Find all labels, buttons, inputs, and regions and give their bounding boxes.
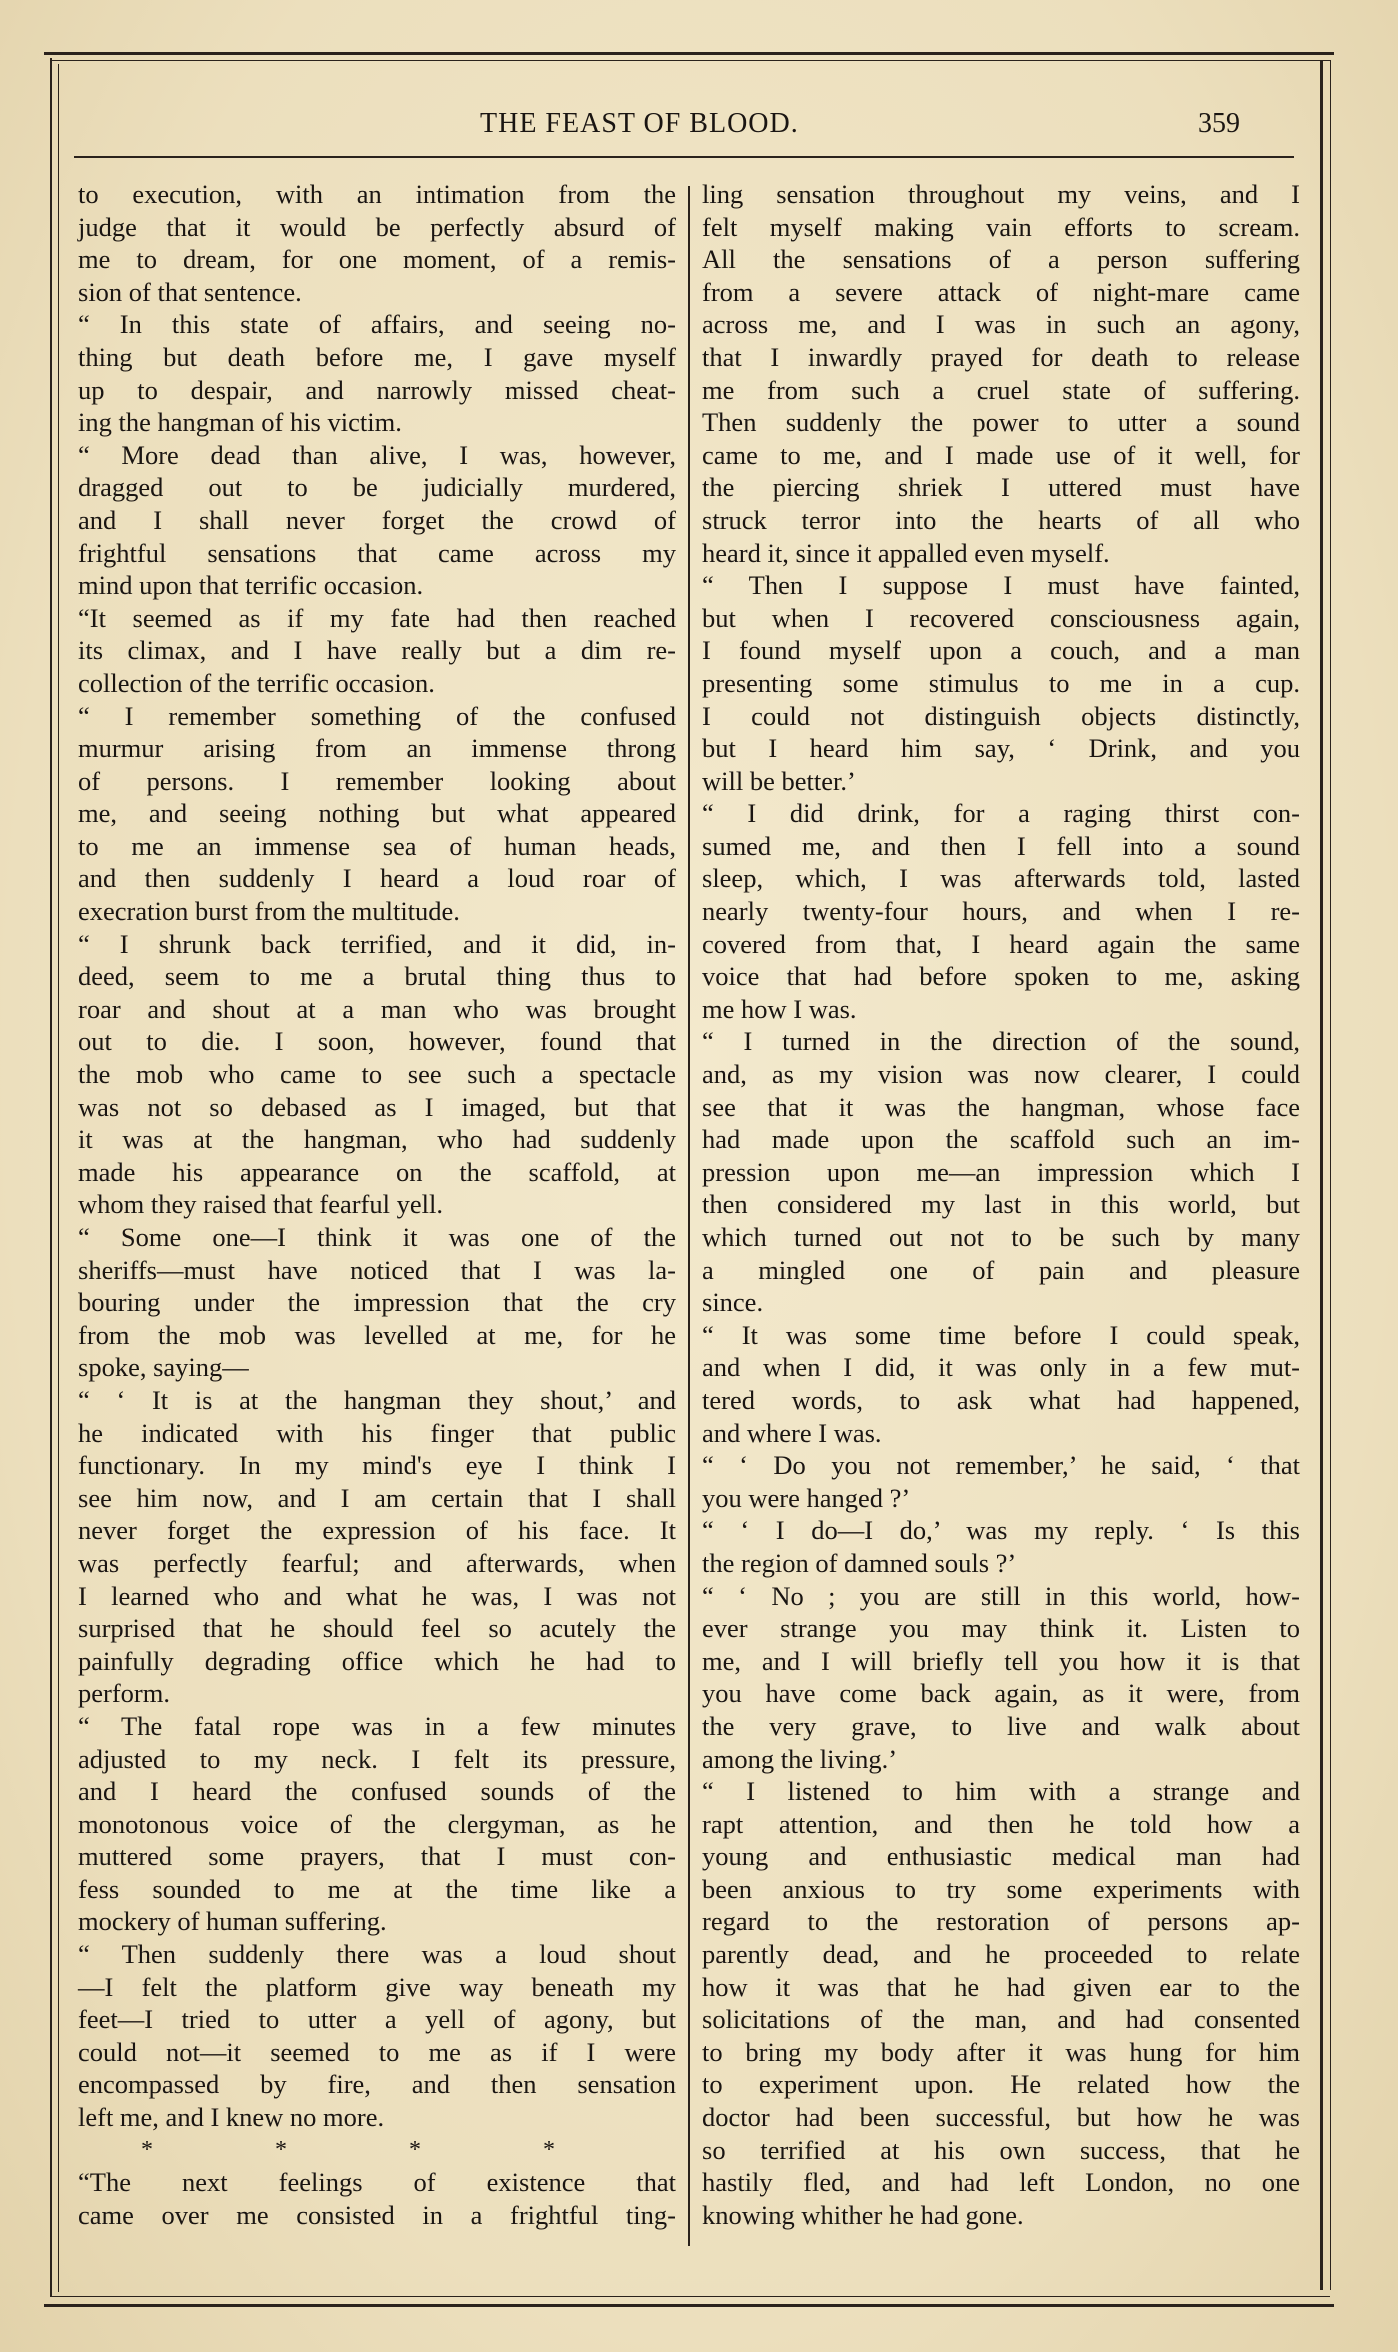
text-line: will be better.’ bbox=[702, 765, 856, 796]
text-line: had made upon the scaffold such an im- bbox=[702, 1124, 1300, 1155]
text-line: voice that had before spoken to me, asking bbox=[702, 961, 1300, 992]
text-line: thing but death before me, I gave myself bbox=[78, 341, 676, 372]
text-line: deed, seem to me a brutal thing thus to bbox=[78, 961, 676, 992]
text-line: encompassed by fire, and then sensation bbox=[78, 2069, 676, 2100]
text-line: “ ‘ Do you not remember,’ he said, ‘ that bbox=[702, 1450, 1300, 1481]
text-line: of persons. I remember looking about bbox=[78, 765, 676, 796]
text-line: covered from that, I heard again the same bbox=[702, 928, 1300, 959]
text-line: and where I was. bbox=[702, 1417, 882, 1448]
text-line: how it was that he had given ear to the bbox=[702, 1971, 1300, 2002]
text-line: and then suddenly I heard a loud roar of bbox=[78, 863, 676, 894]
text-line: which turned out not to be such by many bbox=[702, 1222, 1300, 1252]
text-line: but I heard him say, ‘ Drink, and you bbox=[702, 733, 1300, 764]
text-line: to bring my body after it was hung for him bbox=[702, 2036, 1300, 2067]
left-border-rule bbox=[50, 58, 52, 2296]
text-line: me how I was. bbox=[702, 993, 857, 1024]
text-line: “The next feelings of existence that bbox=[78, 2167, 676, 2198]
text-line: “ I did drink, for a raging thirst con- bbox=[702, 798, 1300, 829]
text-line: you have come back again, as it were, from bbox=[702, 1678, 1300, 1709]
right-border-inner-rule bbox=[1330, 60, 1331, 2290]
text-line: doctor had been successful, but how he was bbox=[702, 2102, 1300, 2133]
text-line: judge that it would be perfectly absurd of bbox=[78, 211, 676, 242]
text-line: execration burst from the multitude. bbox=[78, 896, 460, 927]
top-border-rule bbox=[44, 52, 1334, 55]
text-line: since. bbox=[702, 1287, 764, 1318]
text-line: presenting some stimulus to me in a cup. bbox=[702, 667, 1300, 698]
text-line: then considered my last in this world, but bbox=[702, 1189, 1300, 1220]
text-line: a mingled one of pain and pleasure bbox=[702, 1254, 1300, 1285]
text-line: “It seemed as if my fate had then reached bbox=[78, 602, 676, 633]
text-line: ling sensation throughout my veins, and I bbox=[702, 179, 1300, 209]
section-break-asterisks: * * * * bbox=[141, 2136, 613, 2163]
text-line: dragged out to be judicially murdered, bbox=[78, 472, 676, 503]
text-line: “ I turned in the direction of the sound, bbox=[702, 1026, 1300, 1057]
text-line: mockery of human suffering. bbox=[78, 1906, 387, 1937]
text-line: never forget the expression of his face. It bbox=[78, 1515, 676, 1546]
text-line: came to me, and I made use of it well, for bbox=[702, 439, 1300, 470]
text-line: fess sounded to me at the time like a bbox=[78, 1873, 676, 1904]
text-line: “ It was some time before I could speak, bbox=[702, 1319, 1300, 1350]
right-border-rule bbox=[1320, 60, 1323, 2290]
text-line: nearly twenty-four hours, and when I re- bbox=[702, 896, 1300, 927]
text-line: to me an immense sea of human heads, bbox=[78, 830, 676, 861]
text-line: “ Then suddenly there was a loud shout bbox=[78, 1939, 676, 1970]
text-line: rapt attention, and then he told how a bbox=[702, 1808, 1300, 1839]
text-line: so terrified at his own success, that he bbox=[702, 2134, 1300, 2165]
text-line: “ In this state of affairs, and seeing no- bbox=[78, 309, 676, 340]
text-line: sumed me, and then I fell into a sound bbox=[702, 830, 1300, 861]
text-line: knowing whither he had gone. bbox=[702, 2199, 1024, 2230]
text-line: me to dream, for one moment, of a remis- bbox=[78, 244, 676, 275]
text-line: from a severe attack of night-mare came bbox=[702, 276, 1300, 307]
text-line: came over me consisted in a frightful ting- bbox=[78, 2199, 676, 2230]
text-line: its climax, and I have really but a dim re- bbox=[78, 635, 676, 666]
text-line: see that it was the hangman, whose face bbox=[702, 1091, 1300, 1122]
text-line: me, and seeing nothing but what appeared bbox=[78, 798, 676, 829]
text-line: —I felt the platform give way beneath my bbox=[78, 1971, 676, 2002]
left-border-inner-rule bbox=[58, 64, 59, 2292]
bottom-border-inner-rule bbox=[50, 2296, 1330, 2297]
text-line: he indicated with his finger that public bbox=[78, 1417, 676, 1448]
header-rule bbox=[74, 156, 1294, 158]
text-line: All the sensations of a person suffering bbox=[702, 244, 1300, 275]
text-line: among the living.’ bbox=[702, 1743, 898, 1774]
text-line: see him now, and I am certain that I shall bbox=[78, 1482, 676, 1513]
text-line: bouring under the impression that the cry bbox=[78, 1287, 676, 1318]
text-line: whom they raised that fearful yell. bbox=[78, 1189, 443, 1220]
text-line: I learned who and what he was, I was not bbox=[78, 1580, 676, 1611]
column-divider-rule bbox=[688, 186, 690, 2246]
bottom-border-rule bbox=[44, 2304, 1334, 2307]
text-line: but when I recovered consciousness again, bbox=[702, 602, 1300, 633]
text-line: functionary. In my mind's eye I think I bbox=[78, 1450, 676, 1481]
text-line: murmur arising from an immense throng bbox=[78, 733, 676, 764]
text-line: ever strange you may think it. Listen to bbox=[702, 1613, 1300, 1644]
text-line: heard it, since it appalled even myself. bbox=[702, 537, 1110, 568]
text-line: and, as my vision was now clearer, I could bbox=[702, 1059, 1300, 1090]
text-line: ing the hangman of his victim. bbox=[78, 407, 402, 438]
text-line: “ The fatal rope was in a few minutes bbox=[78, 1710, 676, 1741]
text-line: sheriffs—must have noticed that I was la- bbox=[78, 1254, 676, 1285]
text-line: and I heard the confused sounds of the bbox=[78, 1776, 676, 1807]
text-column-left bbox=[78, 178, 676, 2231]
text-line: the region of damned souls ?’ bbox=[702, 1547, 1017, 1578]
text-line: adjusted to my neck. I felt its pressure, bbox=[78, 1743, 676, 1774]
text-line: “ Then I suppose I must have fainted, bbox=[702, 570, 1300, 601]
text-line: “ I shrunk back terrified, and it did, in- bbox=[78, 928, 676, 959]
text-line: sleep, which, I was afterwards told, lasted bbox=[702, 863, 1300, 894]
text-line: frightful sensations that came across my bbox=[78, 537, 676, 568]
text-line: parently dead, and he proceeded to relate bbox=[702, 1939, 1300, 1970]
text-line: and I shall never forget the crowd of bbox=[78, 504, 676, 535]
text-line: pression upon me—an impression which I bbox=[702, 1156, 1300, 1187]
text-line: hastily fled, and had left London, no one bbox=[702, 2167, 1300, 2198]
text-line: was not so debased as I imaged, but that bbox=[78, 1091, 676, 1122]
text-line: to experiment upon. He related how the bbox=[702, 2069, 1300, 2100]
text-line: the very grave, to live and walk about bbox=[702, 1710, 1300, 1741]
text-line: “ I remember something of the confused bbox=[78, 700, 676, 731]
text-line: it was at the hangman, who had suddenly bbox=[78, 1124, 676, 1155]
text-line: out to die. I soon, however, found that bbox=[78, 1026, 676, 1057]
text-line: sion of that sentence. bbox=[78, 276, 302, 307]
text-line: perform. bbox=[78, 1678, 170, 1709]
text-line: “ ‘ It is at the hangman they shout,’ and bbox=[78, 1384, 676, 1415]
text-line: regard to the restoration of persons ap- bbox=[702, 1906, 1300, 1937]
text-line: up to despair, and narrowly missed cheat- bbox=[78, 374, 676, 405]
text-line: across me, and I was in such an agony, bbox=[702, 309, 1300, 340]
text-line: and when I did, it was only in a few mut- bbox=[702, 1352, 1300, 1383]
text-line: Then suddenly the power to utter a sound bbox=[702, 407, 1300, 438]
text-line: muttered some prayers, that I must con- bbox=[78, 1841, 676, 1872]
text-line: collection of the terrific occasion. bbox=[78, 667, 435, 698]
text-line: painfully degrading office which he had to bbox=[78, 1645, 676, 1676]
text-line: “ More dead than alive, I was, however, bbox=[78, 439, 676, 470]
text-line: the piercing shriek I uttered must have bbox=[702, 472, 1300, 503]
text-line: I could not distinguish objects distinctly, bbox=[702, 700, 1300, 731]
text-line: tered words, to ask what had happened, bbox=[702, 1384, 1300, 1415]
text-line: made his appearance on the scaffold, at bbox=[78, 1156, 676, 1187]
text-line: solicitations of the man, and had consented bbox=[702, 2004, 1300, 2035]
text-line: you were hanged ?’ bbox=[702, 1482, 911, 1513]
text-line: mind upon that terrific occasion. bbox=[78, 570, 424, 601]
text-line: “ ‘ No ; you are still in this world, how- bbox=[702, 1580, 1300, 1611]
text-line: felt myself making vain efforts to scream. bbox=[702, 211, 1300, 242]
text-line: was perfectly fearful; and afterwards, when bbox=[78, 1547, 676, 1578]
text-line: spoke, saying— bbox=[78, 1352, 249, 1383]
running-title: THE FEAST OF BLOOD. bbox=[480, 108, 799, 139]
text-line: feet—I tried to utter a yell of agony, but bbox=[78, 2004, 676, 2035]
text-line: been anxious to try some experiments with bbox=[702, 1873, 1300, 1904]
text-line: me, and I will briefly tell you how it is that bbox=[702, 1645, 1300, 1676]
page-number: 359 bbox=[1198, 108, 1240, 139]
text-column-right bbox=[702, 178, 1300, 2231]
text-line: “ I listened to him with a strange and bbox=[702, 1776, 1300, 1807]
text-line: struck terror into the hearts of all who bbox=[702, 504, 1300, 535]
text-line: could not—it seemed to me as if I were bbox=[78, 2036, 676, 2067]
top-border-inner-rule bbox=[50, 60, 1330, 61]
text-line: “ Some one—I think it was one of the bbox=[78, 1222, 676, 1252]
text-line: me from such a cruel state of suffering. bbox=[702, 374, 1300, 405]
text-line: young and enthusiastic medical man had bbox=[702, 1841, 1300, 1872]
text-line: from the mob was levelled at me, for he bbox=[78, 1319, 676, 1350]
text-line: the mob who came to see such a spectacle bbox=[78, 1059, 676, 1090]
text-line: roar and shout at a man who was brought bbox=[78, 993, 676, 1024]
text-line: that I inwardly prayed for death to release bbox=[702, 341, 1300, 372]
text-line: “ ‘ I do—I do,’ was my reply. ‘ Is this bbox=[702, 1515, 1300, 1546]
text-line: monotonous voice of the clergyman, as he bbox=[78, 1808, 676, 1839]
text-line: I found myself upon a couch, and a man bbox=[702, 635, 1300, 666]
text-line: surprised that he should feel so acutely the bbox=[78, 1613, 676, 1644]
text-line: to execution, with an intimation from the bbox=[78, 179, 676, 209]
text-line: left me, and I knew no more. bbox=[78, 2102, 385, 2133]
